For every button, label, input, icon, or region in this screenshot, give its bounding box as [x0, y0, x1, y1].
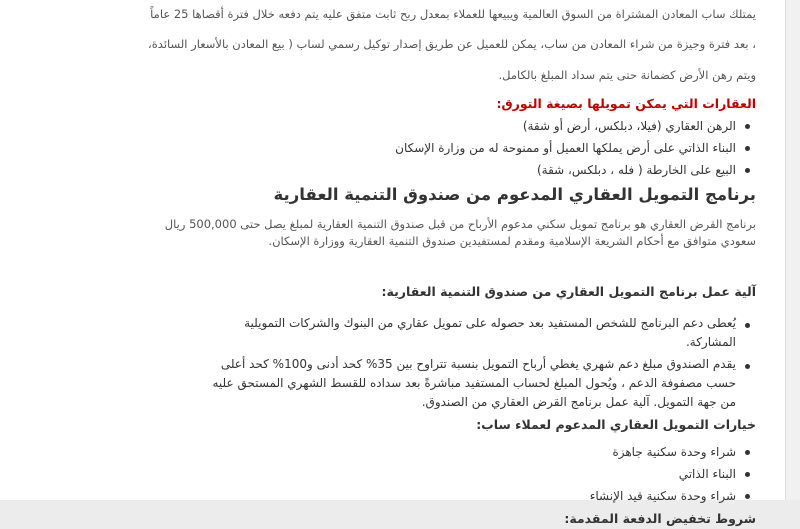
mechanism-heading: آلية عمل برنامج التمويل العقاري من صندوق التنمية العقارية: — [381, 284, 756, 299]
mechanism-list — [20, 314, 786, 412]
list-item: الرهن العقاري (فيلا، دبلكس، أرض أو شقة) — [20, 115, 736, 137]
list-item: شراء وحدة سكنية قيد الإنشاء — [20, 485, 736, 507]
program-line-2: سعودي متوافق مع أحكام الشريعة الإسلامية ومقدم لمستفيدين صندوق التنمية العقارية ووزارة الإسكان. — [268, 234, 756, 248]
program-paragraph — [20, 216, 786, 250]
intro-line-2: ، بعد فترة وجيزة من شراء المعادن من ساب، يمكن للعميل عن طريق إصدار توكيل رسمي لساب ( بيع المعادن بالأسعار السائدة، — [148, 37, 756, 51]
article-content — [20, 0, 786, 529]
item-line: حسب مصفوفة الدعم ، ويُحول المبلغ لحساب المستفيد مباشرةً بعد سداده للقسط الشهري المستحق عليه — [212, 376, 736, 390]
item-line: يقدم الصندوق مبلغ دعم شهري يغطي أرباح التمويل بنسبة تتراوح بين 35% كحد أدنى و100% كحد أعلى — [220, 357, 736, 371]
tawarruq-heading: العقارات التي يمكن تمويلها بصيغة التورق: — [496, 96, 756, 111]
item-line: يُعطى دعم البرنامج للشخص المستفيد بعد حصوله على تمويل عقاري من البنوك والشركات التمويلية — [244, 316, 736, 330]
program-line-1: برنامج القرض العقاري هو برنامج تمويل سكني مدعوم الأرباح من قبل صندوق التنمية العقارية لمبلغ يصل حتى 500,000 ريال — [164, 217, 756, 231]
item-line: من جهة التمويل. آلية عمل برنامج القرض العقاري من الصندوق. — [421, 395, 736, 409]
list-item: شراء وحدة سكنية جاهزة — [20, 441, 736, 463]
list-item — [20, 314, 736, 352]
section-title: برنامج التمويل العقاري المدعوم من صندوق التنمية العقارية — [273, 185, 756, 204]
item-line: المشاركة. — [685, 335, 736, 349]
down-payment-heading: شروط تخفيض الدفعة المقدمة: — [564, 511, 756, 526]
list-item: البناء الذاتي — [20, 463, 736, 485]
list-item: البناء الذاتي على أرض يملكها العميل أو ممنوحة له من وزارة الإسكان — [20, 137, 736, 159]
page-scrollbar[interactable] — [785, 0, 800, 500]
list-item — [20, 355, 736, 412]
intro-line-1: يمتلك ساب المعادن المشتراة من السوق العالمية ويبيعها للعملاء بمعدل ربح ثابت متفق عليه يتم دفعه خلال فترة أقصاها 25 عاماً — [150, 6, 756, 21]
options-list — [20, 441, 786, 507]
intro-line-3: ويتم رهن الأرض كضمانة حتى يتم سداد المبلغ بالكامل. — [498, 67, 756, 82]
intro-paragraph — [20, 5, 786, 85]
options-heading: خيارات التمويل العقاري المدعوم لعملاء ساب: — [476, 417, 756, 432]
tawarruq-list — [20, 115, 786, 181]
list-item: البيع على الخارطة ( فله ، دبلكس، شقة) — [20, 159, 736, 181]
